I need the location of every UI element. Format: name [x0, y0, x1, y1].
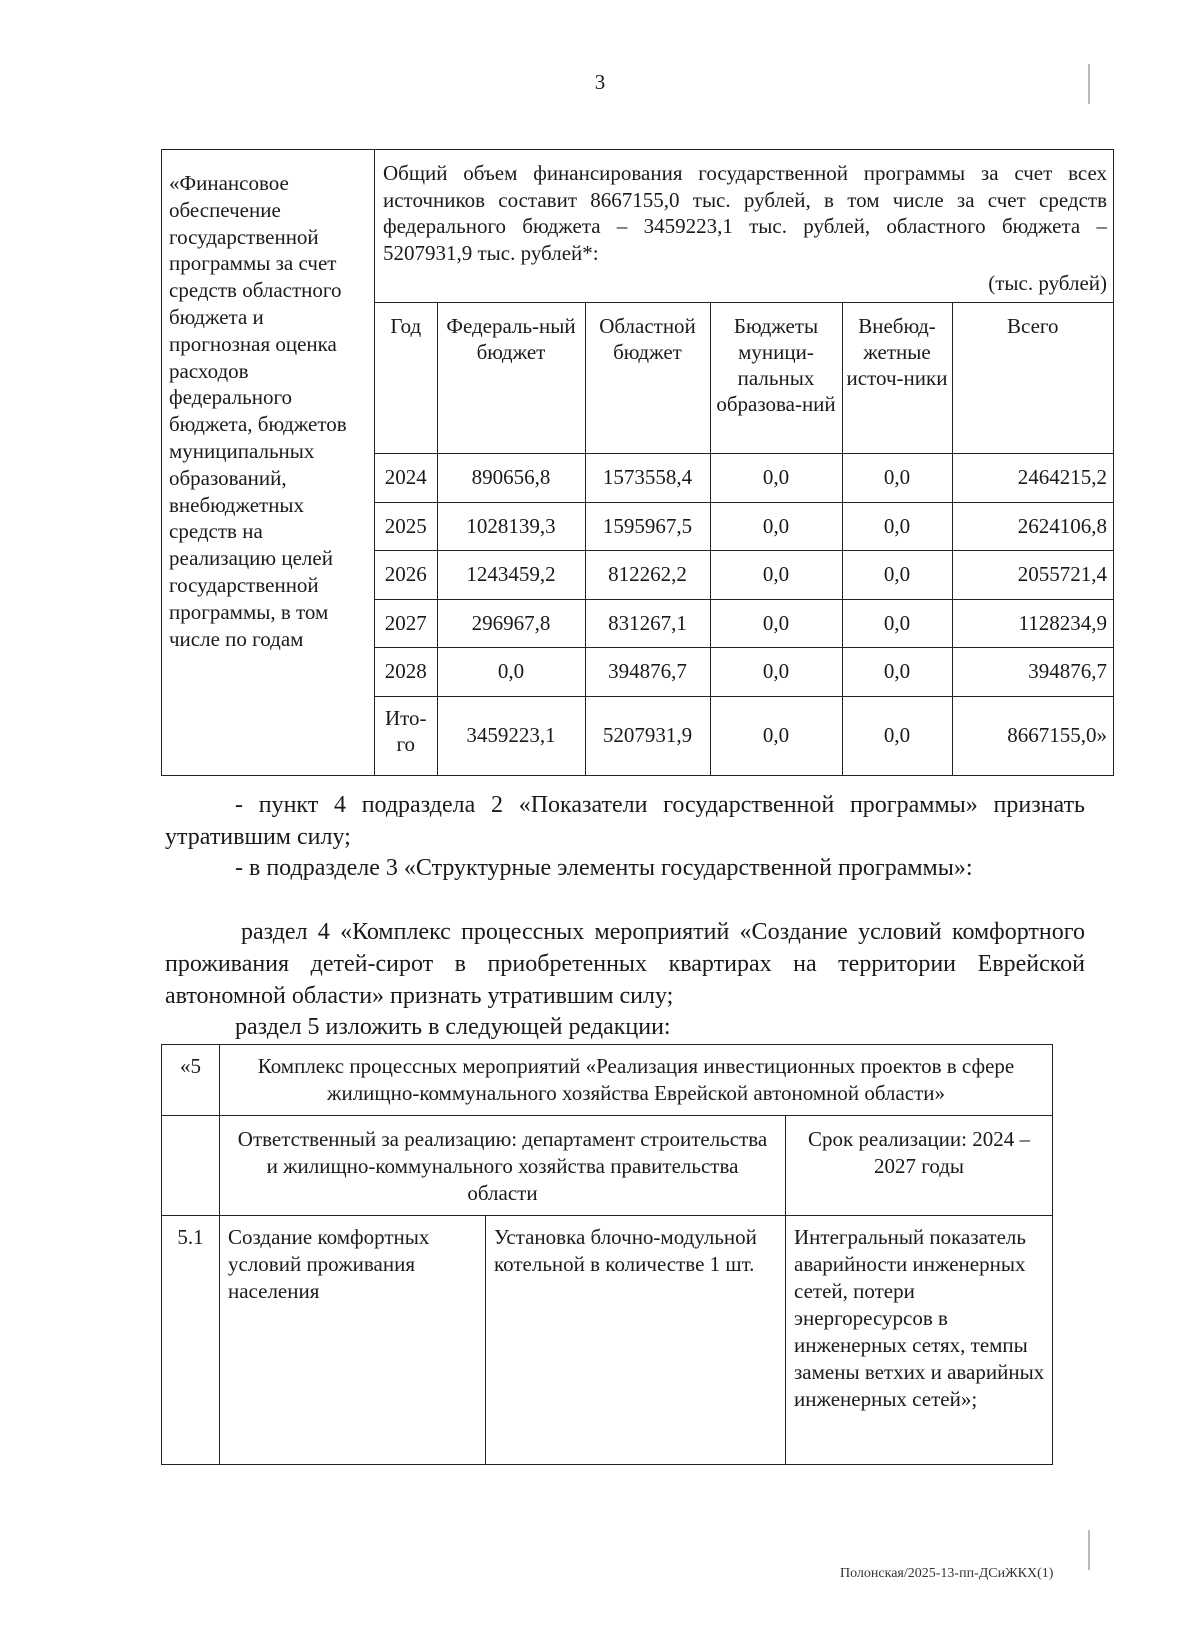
- finance-intro: Общий объем финансирования государственной программы за счет всех источников составит 8667155,0 тыс. рублей, в том числе за счет средств федерального бюджета – 3459223,1 тыс. рублей, областного бюджета – 5207931,9 тыс. рублей*:: [383, 161, 1107, 265]
- task-number: 5.1: [162, 1216, 220, 1465]
- section-table: [161, 1044, 1053, 1465]
- cell-extra: 0,0: [842, 648, 952, 697]
- empty-cell: [162, 1116, 220, 1216]
- cell-total: 394876,7: [952, 648, 1113, 697]
- cell-regional: 1595967,5: [585, 502, 710, 551]
- page-number: 3: [594, 70, 606, 94]
- cell-year: Ито-го: [375, 696, 437, 775]
- cell-year: 2028: [375, 648, 437, 697]
- scan-edge-mark: [1088, 1530, 1090, 1570]
- cell-municipal: 0,0: [710, 599, 842, 648]
- finance-inner-table: [375, 302, 1113, 775]
- section-number: «5: [162, 1045, 220, 1116]
- table-row: [375, 551, 1113, 600]
- cell-regional: 812262,2: [585, 551, 710, 600]
- cell-total: 2464215,2: [952, 454, 1113, 503]
- section-meta-row: [162, 1116, 1053, 1216]
- table-row: [375, 648, 1113, 697]
- paragraph-section-4-repealed: раздел 4 «Комплекс процессных мероприятий «Создание условий комфортного проживания детей-сирот в приобретенных квартирах на территории Еврейской автономной области» признать утратившим силу;: [165, 919, 1085, 1009]
- finance-right-cell: [375, 150, 1114, 776]
- finance-table: [161, 149, 1114, 776]
- cell-federal: 296967,8: [437, 599, 585, 648]
- cell-municipal: 0,0: [710, 454, 842, 503]
- cell-total: 2624106,8: [952, 502, 1113, 551]
- task-name: Создание комфортных условий проживания населения: [220, 1216, 486, 1465]
- cell-extra: 0,0: [842, 502, 952, 551]
- table-row: [375, 599, 1113, 648]
- cell-regional: 831267,1: [585, 599, 710, 648]
- finance-header-row: [375, 303, 1113, 454]
- cell-regional: 1573558,4: [585, 454, 710, 503]
- cell-year: 2024: [375, 454, 437, 503]
- cell-total: 8667155,0»: [952, 696, 1113, 775]
- cell-year: 2025: [375, 502, 437, 551]
- cell-federal: 3459223,1: [437, 696, 585, 775]
- cell-municipal: 0,0: [710, 502, 842, 551]
- section-responsible: Ответственный за реализацию: департамент строительства и жилищно-коммунального хозяйства правительства области: [220, 1116, 786, 1216]
- section-title: Комплекс процессных мероприятий «Реализация инвестиционных проектов в сфере жилищно-коммунального хозяйства Еврейской автономной области»: [220, 1045, 1053, 1116]
- cell-federal: 0,0: [437, 648, 585, 697]
- table-row: [375, 502, 1113, 551]
- cell-extra: 0,0: [842, 696, 952, 775]
- finance-unit: (тыс. рублей): [988, 271, 1107, 295]
- col-header-federal: Федераль-ный бюджет: [437, 303, 585, 454]
- col-header-municipal: Бюджеты муници-пальных образова-ний: [710, 303, 842, 454]
- cell-year: 2027: [375, 599, 437, 648]
- table-row: [162, 1216, 1053, 1465]
- table-row: [375, 454, 1113, 503]
- cell-regional: 5207931,9: [585, 696, 710, 775]
- cell-extra: 0,0: [842, 454, 952, 503]
- cell-federal: 890656,8: [437, 454, 585, 503]
- col-header-year: Год: [375, 303, 437, 454]
- cell-extra: 0,0: [842, 599, 952, 648]
- cell-regional: 394876,7: [585, 648, 710, 697]
- col-header-extra: Внебюд-жетные источ-ники: [842, 303, 952, 454]
- section-title-row: [162, 1045, 1053, 1116]
- cell-municipal: 0,0: [710, 696, 842, 775]
- cell-federal: 1028139,3: [437, 502, 585, 551]
- paragraph-subsection-3: - в подразделе 3 «Структурные элементы государственной программы»:: [235, 855, 973, 881]
- cell-municipal: 0,0: [710, 551, 842, 600]
- cell-extra: 0,0: [842, 551, 952, 600]
- col-header-regional: Областной бюджет: [585, 303, 710, 454]
- cell-municipal: 0,0: [710, 648, 842, 697]
- cell-total: 2055721,4: [952, 551, 1113, 600]
- section-term: Срок реализации: 2024 – 2027 годы: [786, 1116, 1053, 1216]
- scan-edge-mark: [1088, 64, 1090, 104]
- task-indicator: Интегральный показатель аварийности инженерных сетей, потери энергоресурсов в инженерных сетях, темпы замены ветхих и аварийных инженерных сетей»;: [786, 1216, 1053, 1465]
- paragraph-item-4-repealed: - пункт 4 подраздела 2 «Показатели государственной программы» признать утратившим силу;: [165, 792, 1085, 850]
- col-header-total: Всего: [952, 303, 1113, 454]
- cell-year: 2026: [375, 551, 437, 600]
- paragraph-section-5-new-edition: раздел 5 изложить в следующей редакции:: [235, 1014, 671, 1040]
- footer-document-code: Полонская/2025-13-пп-ДСиЖКХ(1): [840, 1566, 1054, 1581]
- task-result: Установка блочно-модульной котельной в количестве 1 шт.: [486, 1216, 786, 1465]
- cell-total: 1128234,9: [952, 599, 1113, 648]
- cell-federal: 1243459,2: [437, 551, 585, 600]
- finance-left-label: «Финансовое обеспечение государственной программы за счет средств областного бюджета и прогнозная оценка расходов федерального бюджета, бюджетов муниципальных образований, внебюджетных средств на реализацию целей государственной программы, в том числе по годам: [162, 150, 375, 776]
- table-row-total: [375, 696, 1113, 775]
